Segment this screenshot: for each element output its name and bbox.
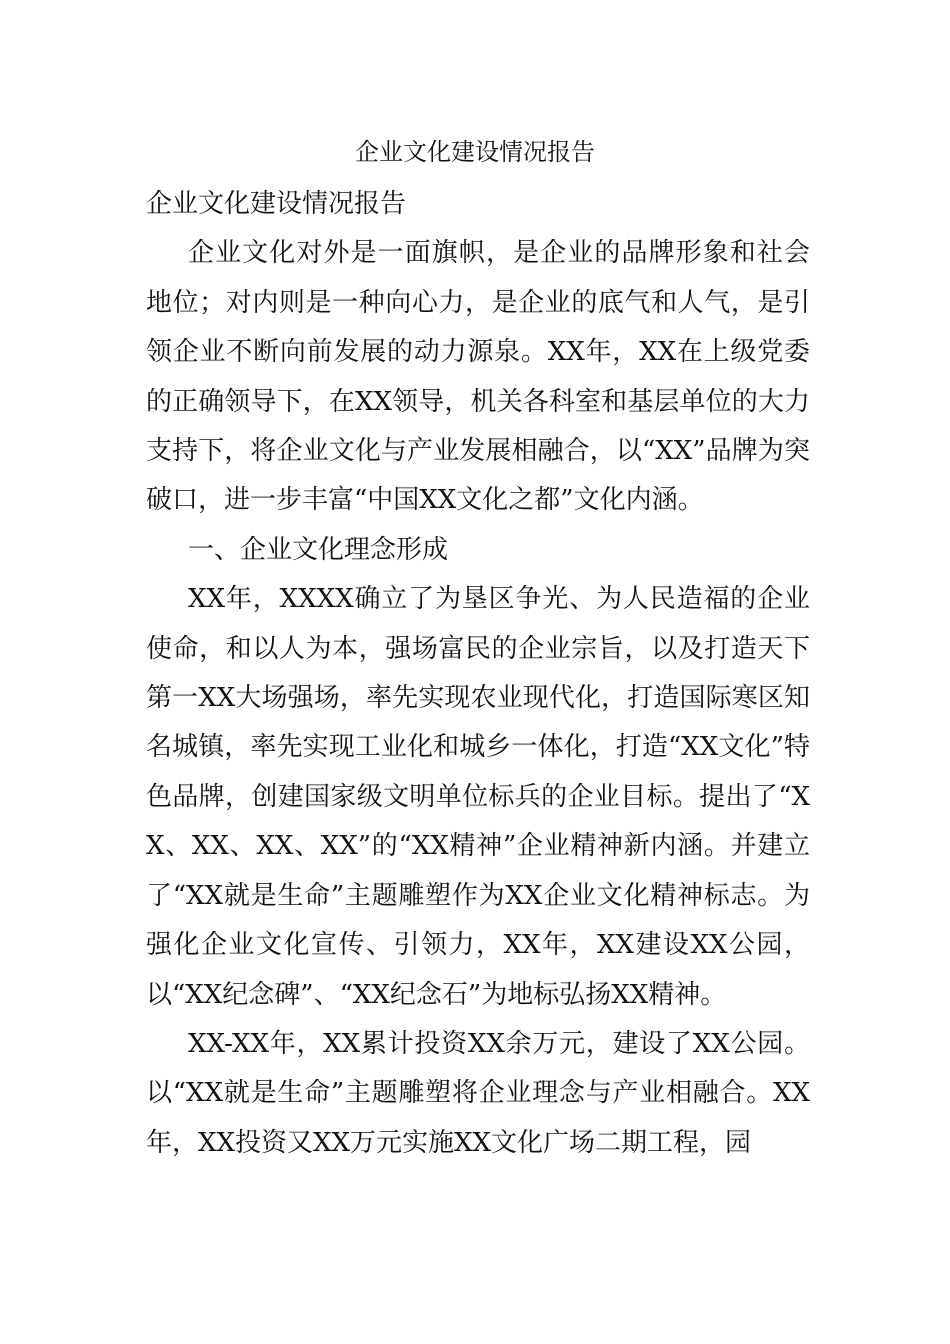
document-title: 企业文化建设情况报告 bbox=[355, 138, 595, 166]
document-body bbox=[146, 180, 810, 1168]
section-heading-1: 一、企业文化理念形成 bbox=[188, 534, 449, 565]
paragraph-intro: 企业文化对外是一面旗帜，是企业的品牌形象和社会地位；对内则是一种向心力，是企业的底气和人气，是引领企业不断向前发展的动力源泉。XX年，XX在上级党委的正确领导下，在XX领导，机关各科室和基层单位的大力支持下，将企业文化与产业发展相融合，以“XX”品牌为突破口，进一步丰富“中国XX文化之都”文化内涵。 bbox=[146, 238, 810, 516]
paragraph-section-1-continued: XX-XX年，XX累计投资XX余万元，建设了XX公园。以“XX就是生命”主题雕塑将企业理念与产业相融合。XX年，XX投资又XX万元实施XX文化广场二期工程，园 bbox=[146, 1028, 810, 1158]
paragraph-section-1: XX年，XXXX确立了为垦区争光、为人民造福的企业使命，和以人为本，强场富民的企业宗旨，以及打造天下第一XX大场强场，率先实现农业现代化，打造国际寒区知名城镇，率先实现工业化和城乡一体化，打造“XX文化”特色品牌，创建国家级文明单位标兵的企业目标。提出了“XX、XX、XX、XX”的“XX精神”企业精神新内涵。并建立了“XX就是生命”主题雕塑作为XX企业文化精神标志。为强化企业文化宣传、引领力，XX年，XX建设XX公园，以“XX纪念碑”、“XX纪念石”为地标弘扬XX精神。 bbox=[146, 584, 810, 1010]
document-subtitle: 企业文化建设情况报告 bbox=[146, 189, 407, 219]
